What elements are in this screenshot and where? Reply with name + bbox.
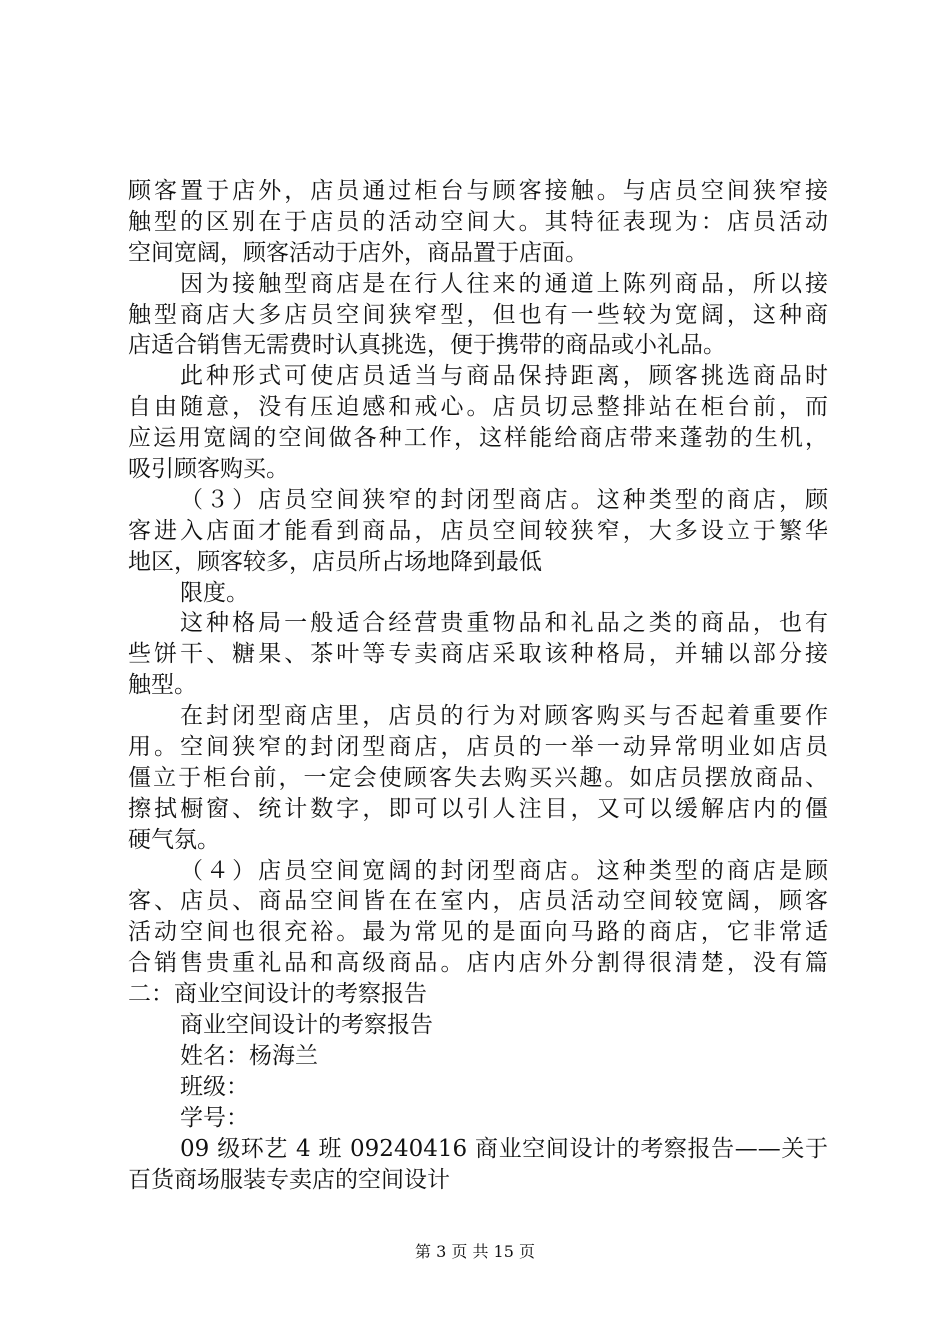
text-line: 触型。 [128,672,197,699]
text-line: 客、店员、商品空间皆在在室内，店员活动空间较宽阔，顾客 [128,888,828,915]
text-line: 地区，顾客较多，店员所占场地降到最低 [128,548,542,575]
text-line: （４）店员空间宽阔的封闭型商店。这种类型的商店是顾 [180,857,828,884]
text-line: 这种格局一般适合经营贵重物品和礼品之类的商品，也有 [180,610,828,637]
page-footer: 第 3 页 共 15 页 [415,1242,535,1261]
text-line: 班级： [180,1073,249,1100]
text-line: 擦拭橱窗、统计数字，即可以引人注目，又可以缓解店内的僵 [128,795,828,822]
text-line: 合销售贵重礼品和高级商品。店内店外分割得很清楚，没有篇 [128,950,828,977]
text-line: 09 级环艺 4 班 09240416 商业空间设计的考察报告——关于 [180,1135,828,1162]
text-line: 吸引顾客购买。 [128,456,289,483]
text-line: 硬气氛。 [128,826,220,853]
text-line: 二：商业空间设计的考察报告 [128,981,427,1008]
text-line: 客进入店面才能看到商品，店员空间较狭窄，大多设立于繁华 [128,517,828,544]
text-line: 商业空间设计的考察报告 [180,1012,433,1039]
text-line: 姓名：杨海兰 [180,1042,318,1069]
text-line: 限度。 [180,579,249,606]
text-line: 触型的区别在于店员的活动空间大。其特征表现为：店员活动 [128,208,828,235]
text-line: 百货商场服装专卖店的空间设计 [128,1166,450,1193]
text-line: 因为接触型商店是在行人往来的通道上陈列商品，所以接 [180,270,828,297]
text-line: 僵立于柜台前，一定会使顾客失去购买兴趣。如店员摆放商品、 [128,764,828,791]
text-line: 学号： [180,1104,249,1131]
text-line: 应运用宽阔的空间做各种工作，这样能给商店带来蓬勃的生机， [128,425,828,452]
text-line: 在封闭型商店里，店员的行为对顾客购买与否起着重要作 [180,703,828,730]
text-line: 活动空间也很充裕。最为常见的是面向马路的商店，它非常适 [128,919,828,946]
text-line: 顾客置于店外，店员通过柜台与顾客接触。与店员空间狭窄接 [128,178,828,204]
text-line: 店适合销售无需费时认真挑选，便于携带的商品或小礼品。 [128,332,726,359]
text-line: （３）店员空间狭窄的封闭型商店。这种类型的商店，顾 [180,486,828,513]
text-line: 些饼干、糖果、茶叶等专卖商店采取该种格局，并辅以部分接 [128,641,828,668]
document-body [128,176,828,1195]
text-line: 此种形式可使店员适当与商品保持距离，顾客挑选商品时 [180,363,828,390]
text-line: 用。空间狭窄的封闭型商店，店员的一举一动异常明业如店员 [128,734,828,761]
text-line: 触型商店大多店员空间狭窄型，但也有一些较为宽阔，这种商 [128,301,828,328]
text-line: 空间宽阔，顾客活动于店外，商品置于店面。 [128,239,588,266]
text-line: 自由随意，没有压迫感和戒心。店员切忌整排站在柜台前，而 [128,394,828,421]
